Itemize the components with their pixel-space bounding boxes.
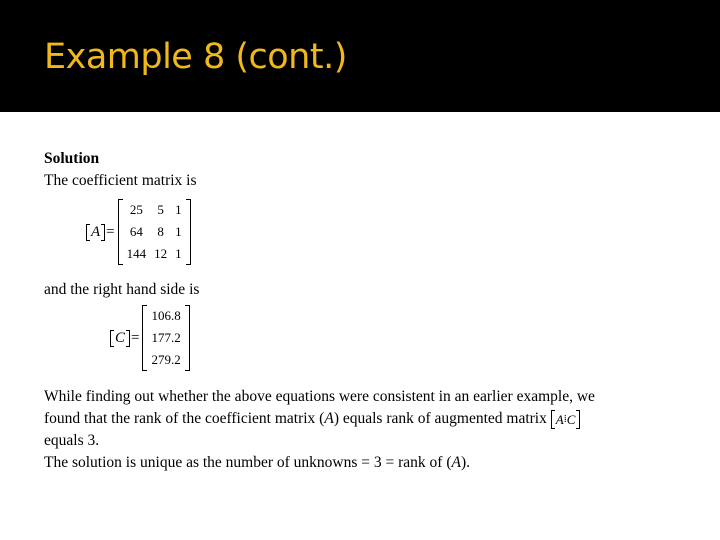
matrix-cell: 64	[129, 224, 143, 239]
equals-sign: =	[106, 223, 115, 240]
matrix-c-label: C	[110, 330, 130, 347]
matrix-a-equation	[86, 199, 191, 265]
matrix-row	[147, 305, 184, 327]
slide-title: Example 8 (cont.)	[44, 37, 347, 77]
matrix-cell: 5	[157, 202, 164, 217]
matrix-cell: 25	[129, 202, 143, 217]
matrix-c	[142, 305, 189, 371]
matrix-a-label: A	[86, 224, 105, 241]
matrix-cell: 1	[175, 246, 182, 261]
solution-heading: Solution	[44, 150, 100, 167]
matrix-a	[118, 199, 191, 265]
title-bar	[0, 0, 720, 112]
equals-sign: =	[131, 329, 140, 346]
matrix-row	[123, 221, 186, 243]
matrix-cell: 279.2	[151, 352, 181, 367]
coefficient-intro: The coefficient matrix is	[44, 172, 197, 189]
matrix-cell: 1	[175, 202, 182, 217]
matrix-a-table	[123, 199, 186, 265]
consistency-line-2: found that the rank of the coefficient matrix (A) equals rank of augmented matrix A ⁞ C	[44, 409, 580, 429]
matrix-cell: 1	[175, 224, 182, 239]
matrix-row	[123, 243, 186, 265]
augmented-matrix-label: A ⁞ C	[551, 410, 581, 429]
matrix-cell: 8	[157, 224, 164, 239]
matrix-cell: 177.2	[151, 330, 181, 345]
matrix-c-table	[147, 305, 184, 371]
consistency-line-3: equals 3.	[44, 432, 100, 449]
matrix-c-equation	[110, 305, 190, 371]
consistency-line-1: While finding out whether the above equations were consistent in an earlier example, we	[44, 388, 595, 405]
matrix-row	[123, 199, 186, 221]
matrix-cell: 12	[154, 246, 168, 261]
matrix-cell: 106.8	[151, 308, 181, 323]
matrix-cell: 144	[126, 246, 147, 261]
matrix-row	[147, 349, 184, 371]
matrix-row	[147, 327, 184, 349]
uniqueness-line: The solution is unique as the number of unknowns = 3 = rank of (A).	[44, 454, 471, 471]
rhs-intro: and the right hand side is	[44, 281, 200, 298]
